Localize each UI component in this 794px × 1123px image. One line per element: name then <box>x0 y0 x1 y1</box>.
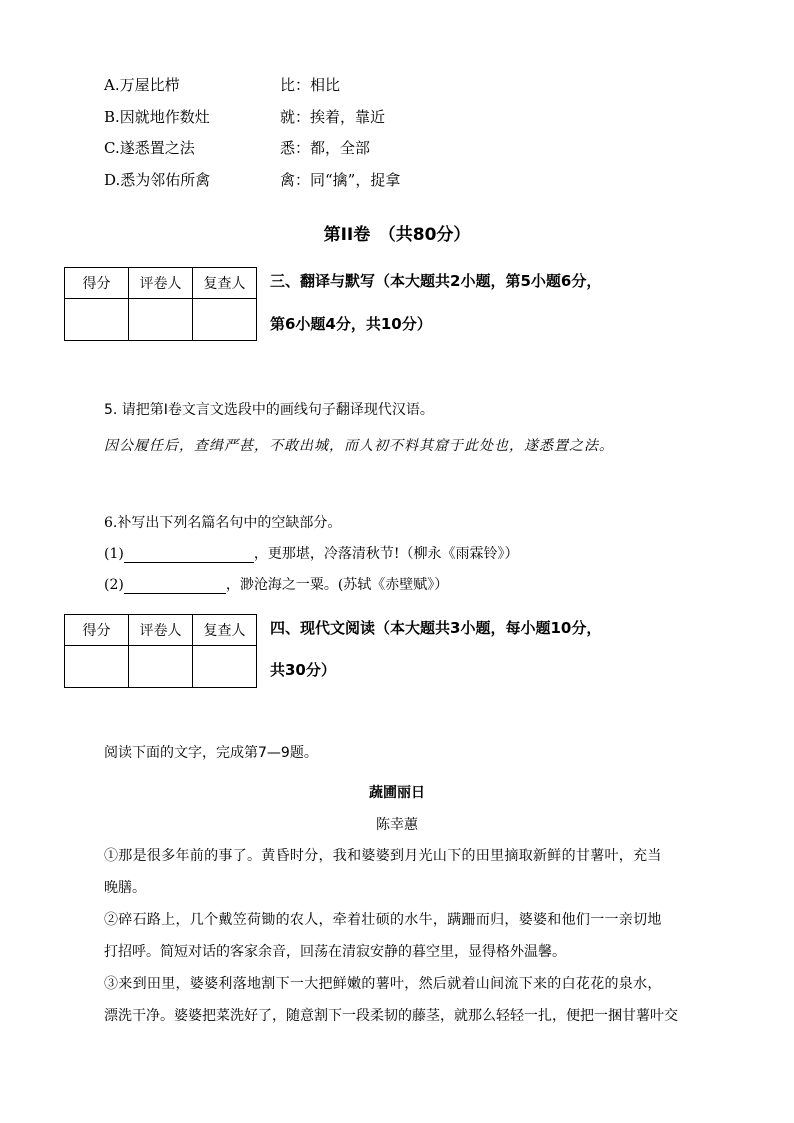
reading-instruction: 阅读下面的文字，完成第7—9题。 <box>104 745 318 761</box>
passage-title: 蔬圃丽日 <box>369 785 425 801</box>
score-header-defen: 得分 <box>65 615 129 646</box>
question6-prompt: 6.补写出下列名篇名句中的空缺部分。 <box>104 515 342 531</box>
option-b-gloss: 就：挨着，靠近 <box>280 108 386 126</box>
question6-item2-number: (2) <box>104 577 124 593</box>
score-cell-pingjuanren[interactable] <box>129 299 193 341</box>
score-cell-fuchaaren[interactable] <box>193 646 257 688</box>
volume-title: 第II卷 （共80分） <box>323 225 471 245</box>
score-table-section4 <box>64 614 257 688</box>
passage-paragraph3-line1: ③来到田里，婆婆利落地割下一大把鲜嫩的薯叶，然后就着山间流下来的白花花的泉水， <box>104 976 662 992</box>
score-cell-defen[interactable] <box>65 299 129 341</box>
passage-paragraph2-line2: 打招呼。简短对话的客家余音，回荡在清寂安静的暮空里，显得格外温馨。 <box>104 944 566 960</box>
section3-heading-line2: 第6小题4分，共10分） <box>270 315 432 333</box>
question6-item1-text: ，更那堪，冷落清秋节!（柳永《雨霖铃》） <box>253 546 519 562</box>
score-header-fuchaaren: 复查人 <box>193 268 257 299</box>
section4-heading-line1: 四、现代文阅读（本大题共3小题，每小题10分， <box>270 619 602 637</box>
score-cell-defen[interactable] <box>65 646 129 688</box>
question6-item2-text: ，渺沧海之一粟。(苏轼《赤壁赋》） <box>225 577 449 593</box>
score-header-pingjuanren: 评卷人 <box>129 615 193 646</box>
score-header-pingjuanren: 评卷人 <box>129 268 193 299</box>
score-header-fuchaaren: 复查人 <box>193 615 257 646</box>
question5-prompt: 5. 请把第I卷文言文选段中的画线句子翻译现代汉语。 <box>104 402 434 418</box>
passage-paragraph1-line2: 晚膳。 <box>104 880 146 896</box>
passage-paragraph1-line1: ①那是很多年前的事了。黄昏时分，我和婆婆到月光山下的田里摘取新鲜的甘薯叶，充当 <box>104 848 662 864</box>
option-d-gloss: 禽：同“擒”，捉拿 <box>280 171 401 189</box>
option-c-gloss: 悉：都，全部 <box>280 139 371 157</box>
question6-item1-blank[interactable] <box>124 548 254 563</box>
score-cell-pingjuanren[interactable] <box>129 646 193 688</box>
score-cell-fuchaaren[interactable] <box>193 299 257 341</box>
score-header-defen: 得分 <box>65 268 129 299</box>
question5-sentence: 因公履任后，查缉严甚，不敢出城，而人初不料其窟于此处也，遂悉置之法。 <box>104 438 614 454</box>
question6-item1-number: (1) <box>104 546 124 562</box>
passage-paragraph2-line1: ②碎石路上，几个戴笠荷锄的农人，牵着壮硕的水牛，蹒跚而归，婆婆和他们一一亲切地 <box>104 912 662 928</box>
option-a-gloss: 比：相比 <box>280 76 341 94</box>
score-table-section3 <box>64 267 257 341</box>
passage-paragraph3-line2: 漂洗干净。婆婆把菜洗好了，随意割下一段柔韧的藤茎，就那么轻轻一扎，便把一捆甘薯叶交 <box>104 1008 678 1024</box>
section4-heading-line2: 共30分） <box>270 661 336 679</box>
passage-author: 陈幸蕙 <box>376 817 418 833</box>
option-b-label: B.因就地作数灶 <box>104 108 210 126</box>
option-c-label: C.遂悉置之法 <box>104 139 195 157</box>
question6-item1 <box>104 543 518 563</box>
option-a-label: A.万屋比栉 <box>104 76 180 94</box>
option-d-label: D.悉为邻佑所禽 <box>104 171 211 189</box>
question6-item2 <box>104 574 448 594</box>
section3-heading-line1: 三、翻译与默写（本大题共2小题，第5小题6分， <box>270 272 602 290</box>
question6-item2-blank[interactable] <box>124 579 226 594</box>
